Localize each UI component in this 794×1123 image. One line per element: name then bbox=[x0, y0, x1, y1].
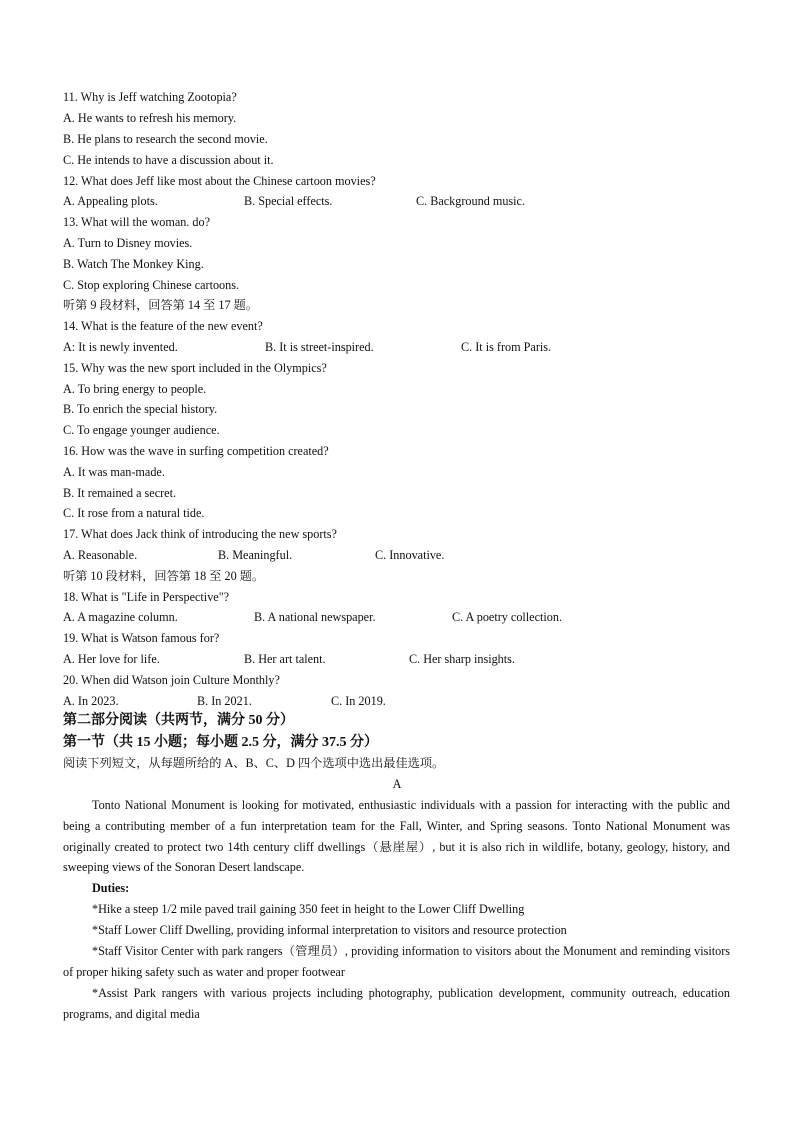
question-option: B. A national newspaper. bbox=[254, 610, 376, 624]
question-stem: 12. What does Jeff like most about the Chinese cartoon movies? bbox=[63, 174, 376, 188]
question-option: C. It rose from a natural tide. bbox=[63, 506, 205, 520]
question-option: A. He wants to refresh his memory. bbox=[63, 111, 237, 125]
question-stem: 15. Why was the new sport included in the Olympics? bbox=[63, 361, 327, 375]
question-option: A. A magazine column. bbox=[63, 610, 178, 624]
question-option: A. To bring energy to people. bbox=[63, 382, 207, 396]
question-option: B. Special effects. bbox=[244, 194, 333, 208]
question-option: B. To enrich the special history. bbox=[63, 402, 218, 416]
question-stem: 19. What is Watson famous for? bbox=[63, 631, 220, 645]
duty-item: *Hike a steep 1/2 mile paved trail gaining 350 feet in height to the Lower Cliff Dwelling bbox=[92, 902, 525, 916]
question-option: B. Watch The Monkey King. bbox=[63, 257, 204, 271]
question-option: A. Turn to Disney movies. bbox=[63, 236, 193, 250]
question-option: A. Her love for life. bbox=[63, 652, 160, 666]
question-option: C. To engage younger audience. bbox=[63, 423, 220, 437]
question-option: C. Stop exploring Chinese cartoons. bbox=[63, 278, 240, 292]
duty-item: *Staff Lower Cliff Dwelling, providing informal interpretation to visitors and resource protection bbox=[92, 923, 567, 937]
question-stem: 14. What is the feature of the new event? bbox=[63, 319, 263, 333]
duty-item: *Assist Park rangers with various projects including photography, publication development, community outreach, education programs, and digital media bbox=[63, 986, 730, 1021]
question-option: C. Background music. bbox=[416, 194, 525, 208]
question-option: B. He plans to research the second movie. bbox=[63, 132, 268, 146]
question-stem: 18. What is "Life in Perspective"? bbox=[63, 590, 230, 604]
duties-heading: Duties: bbox=[92, 881, 130, 895]
question-option: B. In 2021. bbox=[197, 694, 252, 708]
question-stem: 17. What does Jack think of introducing the new sports? bbox=[63, 527, 337, 541]
question-option: C. He intends to have a discussion about it. bbox=[63, 153, 274, 167]
question-option: C. In 2019. bbox=[331, 694, 386, 708]
question-option: B. It remained a secret. bbox=[63, 486, 177, 500]
passage-intro: Tonto National Monument is looking for motivated, enthusiastic individuals with a passion for interacting with the public and being a contributing member of a fun interpretation team for the Fall, Winter, and Spring seasons. Tonto National Monument was originally created to protect two 14th century cliff dwellings（悬崖屋）, but it is also rich in wildlife, botany, geology, history, and sweeping views of the Sonoran Desert landscape. bbox=[63, 798, 730, 875]
question-option: B. It is street-inspired. bbox=[265, 340, 374, 354]
question-option: B. Her art talent. bbox=[244, 652, 326, 666]
question-option: C. Her sharp insights. bbox=[409, 652, 515, 666]
question-option: A: It is newly invented. bbox=[63, 340, 178, 354]
section-heading: 第一节（共 15 小题；每小题 2.5 分，满分 37.5 分） bbox=[63, 735, 378, 750]
passage-label: A bbox=[392, 777, 402, 791]
question-option: B. Meaningful. bbox=[218, 548, 293, 562]
listening-instruction: 听第 9 段材料，回答第 14 至 17 题。 bbox=[63, 298, 258, 312]
question-option: C. A poetry collection. bbox=[452, 610, 563, 624]
question-stem: 20. When did Watson join Culture Monthly? bbox=[63, 673, 280, 687]
duty-item: *Staff Visitor Center with park rangers（管理员）, providing information to visitors about the Monument and reminding visitors of proper hiking safety such as water and proper footwear bbox=[63, 944, 730, 979]
question-option: A. Appealing plots. bbox=[63, 194, 158, 208]
question-stem: 16. How was the wave in surfing competition created? bbox=[63, 444, 329, 458]
question-option: A. In 2023. bbox=[63, 694, 119, 708]
part-heading: 第二部分阅读（共两节，满分 50 分） bbox=[63, 713, 294, 728]
reading-directions: 阅读下列短文，从每题所给的 A、B、C、D 四个选项中选出最佳选项。 bbox=[63, 756, 445, 770]
question-stem: 13. What will the woman. do? bbox=[63, 215, 211, 229]
question-option: A. Reasonable. bbox=[63, 548, 138, 562]
question-option: A. It was man-made. bbox=[63, 465, 165, 479]
question-option: C. It is from Paris. bbox=[461, 340, 552, 354]
question-stem: 11. Why is Jeff watching Zootopia? bbox=[63, 90, 237, 104]
listening-instruction: 听第 10 段材料，回答第 18 至 20 题。 bbox=[63, 569, 265, 583]
question-option: C. Innovative. bbox=[375, 548, 445, 562]
